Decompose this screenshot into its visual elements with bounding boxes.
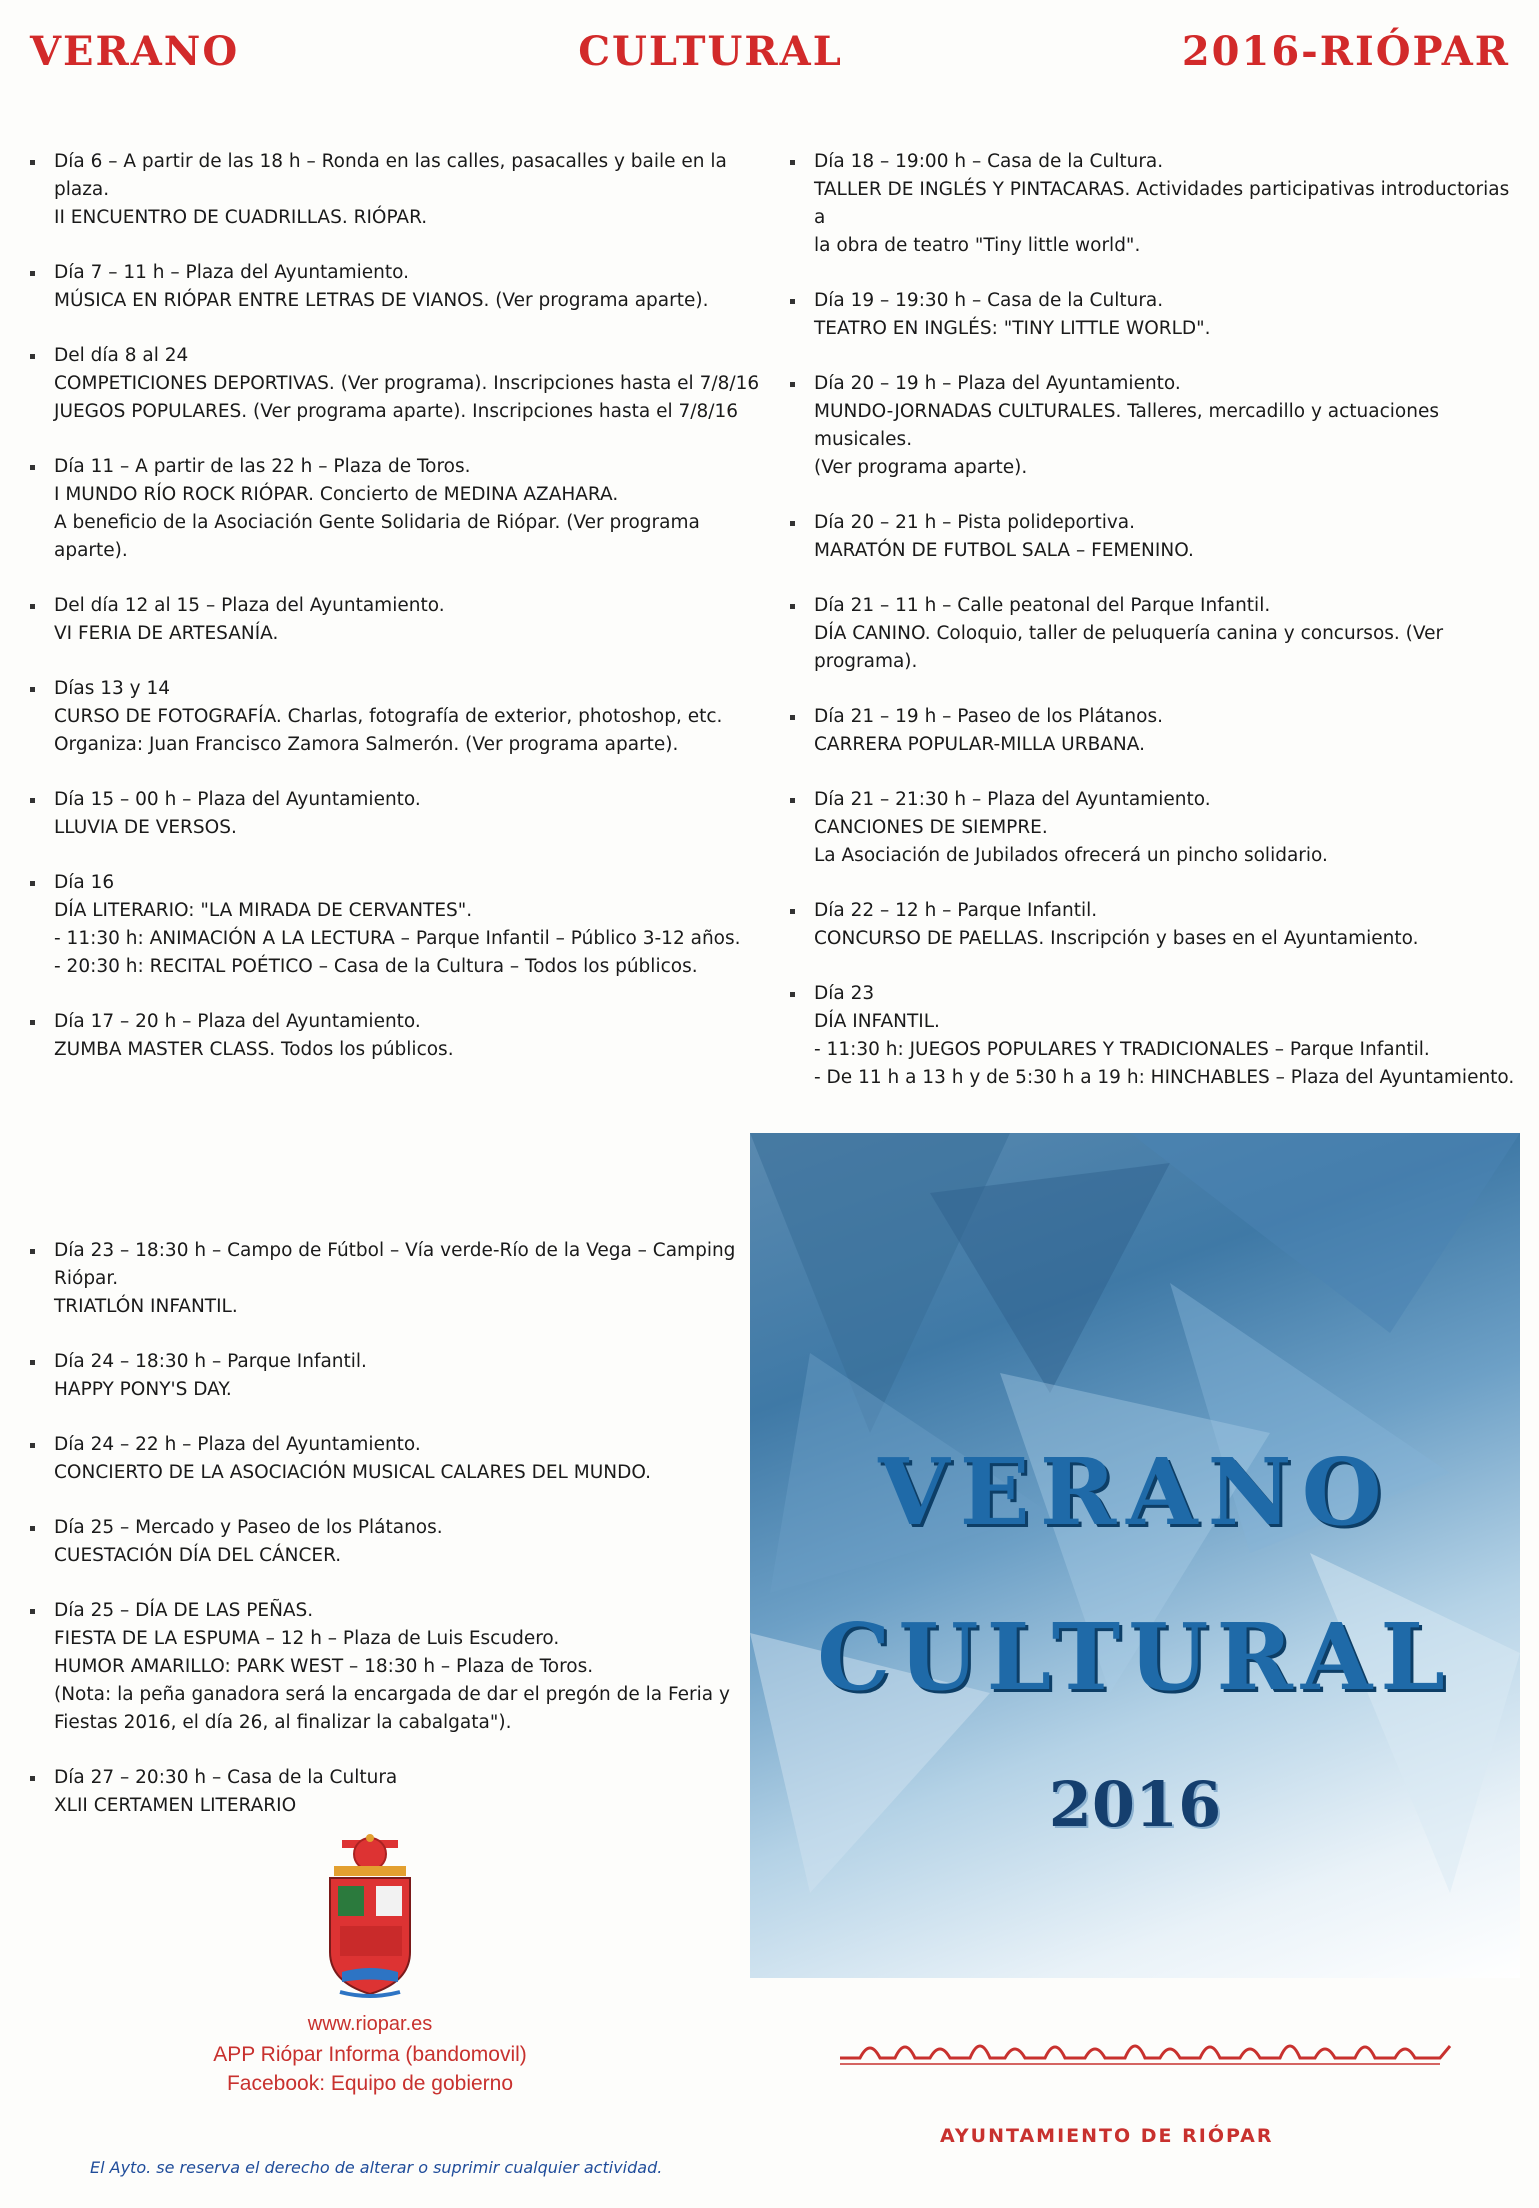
program-event [780, 148, 1520, 260]
program-event [20, 1008, 760, 1064]
event-detail-line: VI FERIA DE ARTESANÍA. [54, 623, 279, 644]
disclaimer-note: El Ayto. se reserva el derecho de alterar o suprimir cualquier actividad. [90, 2158, 663, 2177]
decorative-border [840, 2028, 1460, 2068]
program-event [20, 869, 760, 981]
program-event [780, 287, 1520, 343]
program-event [780, 509, 1520, 565]
event-detail-line: COMPETICIONES DEPORTIVAS. (Ver programa). Inscripciones hasta el 7/8/16 [54, 373, 760, 394]
event-detail-line: CANCIONES DE SIEMPRE. [814, 817, 1048, 838]
event-date-line: Días 13 y 14 [54, 678, 171, 699]
title-word-3: 2016-RIÓPAR [1181, 28, 1510, 75]
event-date-line: Día 24 – 18:30 h – Parque Infantil. [54, 1351, 367, 1372]
event-detail-line: DÍA INFANTIL. [814, 1011, 940, 1032]
event-detail-line: I MUNDO RÍO ROCK RIÓPAR. Concierto de MEDINA AZAHARA. [54, 484, 619, 505]
contact-app: APP Riópar Informa (bandomovil) [213, 2043, 527, 2066]
program-event [20, 1764, 760, 1820]
event-detail-line: CUESTACIÓN DÍA DEL CÁNCER. [54, 1545, 342, 1566]
event-date-line: Día 6 – A partir de las 18 h – Ronda en las calles, pasacalles y baile en la plaza. [54, 151, 727, 200]
event-date-line: Día 21 – 11 h – Calle peatonal del Parque Infantil. [814, 595, 1271, 616]
event-date-line: Día 21 – 19 h – Paseo de los Plátanos. [814, 706, 1163, 727]
program-event [780, 592, 1520, 676]
event-detail-line: XLII CERTAMEN LITERARIO [54, 1795, 297, 1816]
event-detail-line: CONCURSO DE PAELLAS. Inscripción y bases en el Ayuntamiento. [814, 928, 1419, 949]
event-detail-line: LLUVIA DE VERSOS. [54, 817, 237, 838]
program-event [20, 1514, 760, 1570]
event-date-line: Día 7 – 11 h – Plaza del Ayuntamiento. [54, 262, 410, 283]
event-detail-line: HUMOR AMARILLO: PARK WEST – 18:30 h – Plaza de Toros. [54, 1656, 594, 1677]
event-detail-line: TRIATLÓN INFANTIL. [54, 1296, 238, 1317]
event-date-line: Día 27 – 20:30 h – Casa de la Cultura [54, 1767, 398, 1788]
event-date-line: Día 16 [54, 872, 115, 893]
cover-image [750, 1133, 1520, 1978]
program-event [780, 370, 1520, 482]
cover-title-year: 2016 [1048, 1768, 1222, 1841]
event-date-line: Día 18 – 19:00 h – Casa de la Cultura. [814, 151, 1164, 172]
event-detail-line: la obra de teatro "Tiny little world". [814, 235, 1141, 256]
event-date-line: Día 20 – 21 h – Pista polideportiva. [814, 512, 1136, 533]
event-date-line: Día 21 – 21:30 h – Plaza del Ayuntamiento. [814, 789, 1211, 810]
event-date-line: Del día 8 al 24 [54, 345, 189, 366]
program-event [780, 786, 1520, 870]
program-event [20, 148, 760, 232]
event-detail-line: MÚSICA EN RIÓPAR ENTRE LETRAS DE VIANOS. (Ver programa aparte). [54, 290, 709, 311]
coat-of-arms-icon [320, 1832, 420, 2008]
event-detail-line: HAPPY PONY'S DAY. [54, 1379, 232, 1400]
program-right-column [780, 148, 1520, 1119]
program-event [20, 1348, 760, 1404]
title-word-2: CULTURAL [578, 28, 843, 75]
event-date-line: Día 23 – 18:30 h – Campo de Fútbol – Vía verde-Río de la Vega – Camping Riópar. [54, 1240, 736, 1289]
event-detail-line: JUEGOS POPULARES. (Ver programa aparte). Inscripciones hasta el 7/8/16 [54, 401, 739, 422]
event-detail-line: MARATÓN DE FUTBOL SALA – FEMENINO. [814, 540, 1194, 561]
cover-shards [750, 1133, 1520, 1978]
contact-web[interactable]: www.riopar.es [307, 2013, 433, 2035]
event-date-line: Día 20 – 19 h – Plaza del Ayuntamiento. [814, 373, 1181, 394]
event-detail-line: ZUMBA MASTER CLASS. Todos los públicos. [54, 1039, 454, 1060]
event-detail-line: La Asociación de Jubilados ofrecerá un pincho solidario. [814, 845, 1328, 866]
program-event [20, 1237, 760, 1321]
cover-title-verano: VERANO [878, 1438, 1392, 1546]
event-date-line: Día 22 – 12 h – Parque Infantil. [814, 900, 1098, 921]
event-detail-line: CONCIERTO DE LA ASOCIACIÓN MUSICAL CALARES DEL MUNDO. [54, 1462, 652, 1483]
event-date-line: Del día 12 al 15 – Plaza del Ayuntamiento. [54, 595, 445, 616]
event-detail-line: (Nota: la peña ganadora será la encargada de dar el pregón de la Feria y [54, 1684, 730, 1705]
program-event [20, 1431, 760, 1487]
event-date-line: Día 15 – 00 h – Plaza del Ayuntamiento. [54, 789, 421, 810]
cover-title-cultural: CULTURAL [817, 1603, 1453, 1711]
issuer-label: AYUNTAMIENTO DE RIÓPAR [940, 2125, 1274, 2147]
event-date-line: Día 11 – A partir de las 22 h – Plaza de Toros. [54, 456, 471, 477]
event-date-line: Día 24 – 22 h – Plaza del Ayuntamiento. [54, 1434, 421, 1455]
program-event [20, 675, 760, 759]
event-detail-line: - 11:30 h: ANIMACIÓN A LA LECTURA – Parque Infantil – Público 3-12 años. [54, 928, 741, 949]
event-detail-line: - 20:30 h: RECITAL POÉTICO – Casa de la Cultura – Todos los públicos. [54, 956, 698, 977]
event-detail-line: CURSO DE FOTOGRAFÍA. Charlas, fotografía de exterior, photoshop, etc. [54, 706, 723, 727]
event-detail-line: TEATRO EN INGLÉS: "TINY LITTLE WORLD". [814, 318, 1211, 339]
program-event [20, 259, 760, 315]
event-date-line: Día 23 [814, 983, 875, 1004]
program-event [780, 703, 1520, 759]
event-detail-line: TALLER DE INGLÉS Y PINTACARAS. Actividades participativas introductorias a [814, 179, 1510, 228]
event-detail-line: DÍA LITERARIO: "LA MIRADA DE CERVANTES". [54, 900, 473, 921]
event-detail-line: A beneficio de la Asociación Gente Solidaria de Riópar. (Ver programa aparte). [54, 512, 700, 561]
program-bottom-column [20, 1237, 760, 1847]
program-event [780, 980, 1520, 1092]
contact-facebook: Facebook: Equipo de gobierno [226, 2072, 514, 2095]
event-date-line: Día 17 – 20 h – Plaza del Ayuntamiento. [54, 1011, 421, 1032]
event-detail-line: II ENCUENTRO DE CUADRILLAS. RIÓPAR. [54, 207, 428, 228]
program-event [20, 1597, 760, 1737]
event-detail-line: Fiestas 2016, el día 26, al finalizar la cabalgata"). [54, 1712, 512, 1733]
event-detail-line: (Ver programa aparte). [814, 457, 1028, 478]
event-date-line: Día 25 – DÍA DE LAS PEÑAS. [54, 1600, 314, 1621]
event-detail-line: - 11:30 h: JUEGOS POPULARES Y TRADICIONALES – Parque Infantil. [814, 1039, 1430, 1060]
event-detail-line: CARRERA POPULAR-MILLA URBANA. [814, 734, 1145, 755]
title-word-1: VERANO [30, 28, 240, 75]
event-detail-line: MUNDO-JORNADAS CULTURALES. Talleres, mercadillo y actuaciones musicales. [814, 401, 1439, 450]
event-date-line: Día 25 – Mercado y Paseo de los Plátanos. [54, 1517, 443, 1538]
page-title [30, 28, 1510, 75]
program-event [20, 786, 760, 842]
event-detail-line: Organiza: Juan Francisco Zamora Salmerón. (Ver programa aparte). [54, 734, 679, 755]
event-detail-line: - De 11 h a 13 h y de 5:30 h a 19 h: HINCHABLES – Plaza del Ayuntamiento. [814, 1067, 1515, 1088]
event-detail-line: FIESTA DE LA ESPUMA – 12 h – Plaza de Luis Escudero. [54, 1628, 560, 1649]
program-event [20, 592, 760, 648]
program-event [20, 453, 760, 565]
program-left-column [20, 148, 760, 1091]
event-detail-line: DÍA CANINO. Coloquio, taller de peluquería canina y concursos. (Ver programa). [814, 623, 1444, 672]
program-event [780, 897, 1520, 953]
program-event [20, 342, 760, 426]
event-date-line: Día 19 – 19:30 h – Casa de la Cultura. [814, 290, 1164, 311]
